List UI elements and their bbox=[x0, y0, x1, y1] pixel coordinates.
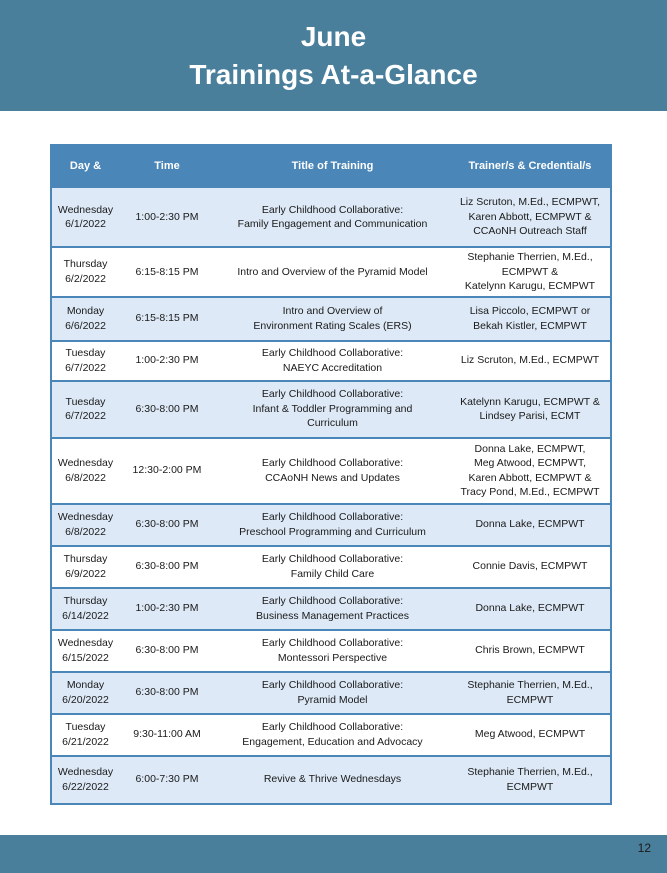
cell-trainer-line: ECMPWT bbox=[506, 693, 554, 706]
cell-trainer bbox=[450, 504, 611, 546]
cell-title bbox=[215, 341, 450, 381]
table-row bbox=[51, 504, 611, 546]
cell-trainer bbox=[450, 714, 611, 756]
footer-banner bbox=[0, 835, 667, 873]
cell-day bbox=[51, 247, 119, 297]
cell-time: 6:00-7:30 PM bbox=[119, 756, 215, 804]
cell-trainer-line: Liz Scruton, M.Ed., ECMPWT, bbox=[459, 196, 601, 209]
cell-trainer-line: Stephanie Therrien, M.Ed., bbox=[467, 766, 593, 778]
cell-day-line: 6/21/2022 bbox=[62, 735, 109, 748]
cell-day-line: 6/1/2022 bbox=[65, 218, 106, 230]
cell-day bbox=[51, 341, 119, 381]
cell-day-line: Wednesday bbox=[57, 637, 114, 649]
cell-time: 6:30-8:00 PM bbox=[119, 504, 215, 546]
cell-time: 6:15-8:15 PM bbox=[119, 297, 215, 341]
cell-trainer-line: Chris Brown, ECMPWT bbox=[475, 644, 585, 657]
table-row bbox=[51, 438, 611, 504]
cell-title-line: NAEYC Accreditation bbox=[282, 361, 383, 374]
cell-day-line: Wednesday bbox=[57, 766, 114, 778]
cell-trainer-line: Lisa Piccolo, ECMPWT or bbox=[469, 305, 591, 317]
table-row bbox=[51, 297, 611, 341]
table-header-row bbox=[51, 145, 611, 187]
column-header-time: Time bbox=[119, 145, 215, 187]
cell-trainer-line: Donna Lake, ECMPWT bbox=[475, 518, 585, 531]
cell-day-line: 6/6/2022 bbox=[65, 319, 106, 332]
cell-day-line: 6/15/2022 bbox=[62, 651, 109, 664]
cell-title-line: Pyramid Model bbox=[297, 693, 368, 706]
page-number: 12 bbox=[637, 841, 651, 855]
table-body bbox=[51, 187, 611, 804]
cell-title-line: Revive & Thrive Wednesdays bbox=[263, 773, 402, 786]
cell-trainer-line: Karen Abbott, ECMPWT & bbox=[468, 471, 592, 484]
column-header-title: Title of Training bbox=[215, 145, 450, 187]
table-row bbox=[51, 672, 611, 714]
cell-title-line: Business Management Practices bbox=[256, 609, 409, 622]
cell-trainer bbox=[450, 247, 611, 297]
cell-trainer bbox=[450, 187, 611, 247]
cell-trainer bbox=[450, 381, 611, 438]
cell-title bbox=[215, 438, 450, 504]
cell-trainer-line: Stephanie Therrien, M.Ed., bbox=[467, 679, 593, 691]
cell-day-line: Monday bbox=[66, 305, 105, 317]
cell-title-line: Early Childhood Collaborative: bbox=[261, 511, 404, 523]
table-row bbox=[51, 247, 611, 297]
cell-time: 6:30-8:00 PM bbox=[119, 546, 215, 588]
cell-day-line: 6/14/2022 bbox=[62, 609, 109, 622]
cell-trainer-line: Tracy Pond, M.Ed., ECMPWT bbox=[460, 486, 600, 498]
cell-title bbox=[215, 546, 450, 588]
cell-title-line: Family Engagement and Communication bbox=[237, 218, 428, 230]
cell-day-line: Thursday bbox=[63, 553, 108, 565]
cell-trainer-line: Liz Scruton, M.Ed., ECMPWT bbox=[460, 354, 600, 367]
cell-trainer-line: Meg Atwood, ECMPWT bbox=[474, 728, 586, 741]
cell-title bbox=[215, 504, 450, 546]
cell-time: 6:15-8:15 PM bbox=[119, 247, 215, 297]
cell-trainer bbox=[450, 341, 611, 381]
cell-title-line: Intro and Overview of the Pyramid Model bbox=[237, 265, 428, 278]
cell-time: 1:00-2:30 PM bbox=[119, 187, 215, 247]
cell-time: 6:30-8:00 PM bbox=[119, 381, 215, 438]
cell-day-line: 6/8/2022 bbox=[65, 525, 106, 538]
cell-trainer-line: Bekah Kistler, ECMPWT bbox=[473, 319, 587, 332]
cell-title-line: Early Childhood Collaborative: bbox=[261, 637, 404, 649]
cell-day-line: 6/7/2022 bbox=[65, 361, 106, 374]
cell-trainer bbox=[450, 438, 611, 504]
cell-day bbox=[51, 630, 119, 672]
cell-title-line: Early Childhood Collaborative: bbox=[261, 595, 404, 607]
cell-day-line: 6/8/2022 bbox=[65, 471, 106, 484]
cell-title bbox=[215, 714, 450, 756]
cell-day bbox=[51, 187, 119, 247]
cell-title bbox=[215, 756, 450, 804]
cell-trainer-line: Lindsey Parisi, ECMT bbox=[479, 410, 581, 422]
cell-day-line: Wednesday bbox=[57, 203, 114, 216]
cell-time: 1:00-2:30 PM bbox=[119, 341, 215, 381]
cell-day bbox=[51, 588, 119, 630]
cell-day-line: 6/9/2022 bbox=[65, 567, 106, 580]
cell-title bbox=[215, 630, 450, 672]
cell-day-line: Thursday bbox=[63, 258, 108, 271]
cell-title bbox=[215, 247, 450, 297]
cell-day-line: 6/7/2022 bbox=[65, 410, 106, 422]
cell-day-line: 6/22/2022 bbox=[62, 780, 109, 793]
table-row bbox=[51, 714, 611, 756]
column-header-trainer: Trainer/s & Credential/s bbox=[450, 145, 611, 187]
table-row bbox=[51, 546, 611, 588]
page-title-month: June bbox=[300, 21, 367, 52]
cell-day bbox=[51, 381, 119, 438]
cell-day bbox=[51, 504, 119, 546]
cell-trainer-line: Katelynn Karugu, ECMPWT & bbox=[460, 395, 600, 408]
page-title: Trainings At-a-Glance bbox=[189, 59, 478, 90]
cell-day-line: Tuesday bbox=[65, 395, 106, 408]
cell-day-line: Wednesday bbox=[57, 457, 114, 469]
cell-title-line: Early Childhood Collaborative: bbox=[261, 347, 404, 359]
table-row bbox=[51, 341, 611, 381]
cell-day-line: Monday bbox=[66, 679, 105, 691]
column-header-day: Day & bbox=[51, 145, 119, 187]
cell-trainer bbox=[450, 630, 611, 672]
cell-time: 1:00-2:30 PM bbox=[119, 588, 215, 630]
cell-trainer-line: Stephanie Therrien, M.Ed., bbox=[467, 251, 593, 263]
cell-title-line: Family Child Care bbox=[290, 567, 375, 580]
cell-trainer-line: Karen Abbott, ECMPWT & bbox=[468, 210, 592, 223]
cell-title-line: Early Childhood Collaborative: bbox=[261, 679, 404, 691]
cell-title-line: Early Childhood Collaborative: bbox=[261, 203, 404, 216]
cell-title-line: Early Childhood Collaborative: bbox=[261, 721, 404, 733]
cell-title-line: Intro and Overview of bbox=[282, 305, 383, 317]
cell-trainer-line: ECMPWT & bbox=[501, 265, 559, 278]
table-row bbox=[51, 756, 611, 804]
cell-title bbox=[215, 588, 450, 630]
cell-title bbox=[215, 187, 450, 247]
cell-day-line: 6/2/2022 bbox=[65, 272, 106, 285]
cell-title-line: Montessori Perspective bbox=[277, 651, 388, 664]
cell-trainer-line: Donna Lake, ECMPWT bbox=[475, 602, 585, 615]
table-row bbox=[51, 588, 611, 630]
cell-day bbox=[51, 756, 119, 804]
cell-title bbox=[215, 297, 450, 341]
cell-title-line: Early Childhood Collaborative: bbox=[261, 457, 404, 469]
cell-trainer bbox=[450, 297, 611, 341]
cell-trainer-line: Katelynn Karugu, ECMPWT bbox=[464, 280, 596, 292]
cell-time: 9:30-11:00 AM bbox=[119, 714, 215, 756]
cell-day-line: Thursday bbox=[63, 595, 108, 607]
cell-title-line: Infant & Toddler Programming and bbox=[252, 402, 413, 415]
cell-trainer bbox=[450, 672, 611, 714]
table-row bbox=[51, 381, 611, 438]
cell-title-line: Early Childhood Collaborative: bbox=[261, 388, 404, 401]
cell-day-line: Tuesday bbox=[65, 721, 106, 733]
cell-time: 6:30-8:00 PM bbox=[119, 672, 215, 714]
cell-trainer-line: CCAoNH Outreach Staff bbox=[473, 225, 587, 238]
cell-trainer-line: Meg Atwood, ECMPWT, bbox=[473, 457, 587, 469]
cell-day-line: 6/20/2022 bbox=[62, 693, 109, 706]
cell-title-line: Engagement, Education and Advocacy bbox=[242, 735, 423, 748]
cell-trainer-line: Connie Davis, ECMPWT bbox=[472, 560, 588, 573]
cell-day bbox=[51, 546, 119, 588]
cell-trainer-line: Donna Lake, ECMPWT, bbox=[474, 442, 586, 455]
cell-day bbox=[51, 438, 119, 504]
cell-day-line: Tuesday bbox=[65, 347, 106, 359]
cell-trainer bbox=[450, 756, 611, 804]
cell-title bbox=[215, 381, 450, 438]
cell-trainer-line: ECMPWT bbox=[506, 780, 554, 793]
cell-title-line: Preschool Programming and Curriculum bbox=[239, 525, 426, 538]
header-banner bbox=[0, 0, 667, 111]
table-row bbox=[51, 187, 611, 247]
cell-title bbox=[215, 672, 450, 714]
cell-title-line: Early Childhood Collaborative: bbox=[261, 553, 404, 565]
cell-time: 12:30-2:00 PM bbox=[119, 438, 215, 504]
cell-day bbox=[51, 672, 119, 714]
cell-trainer bbox=[450, 588, 611, 630]
cell-title-line: CCAoNH News and Updates bbox=[265, 471, 400, 484]
cell-title-line: Curriculum bbox=[307, 417, 358, 430]
cell-trainer bbox=[450, 546, 611, 588]
cell-time: 6:30-8:00 PM bbox=[119, 630, 215, 672]
trainings-table bbox=[50, 144, 612, 805]
cell-title-line: Environment Rating Scales (ERS) bbox=[253, 319, 412, 332]
cell-day-line: Wednesday bbox=[57, 511, 114, 523]
table-row bbox=[51, 630, 611, 672]
cell-day bbox=[51, 714, 119, 756]
trainings-table-container bbox=[50, 144, 610, 805]
cell-day bbox=[51, 297, 119, 341]
